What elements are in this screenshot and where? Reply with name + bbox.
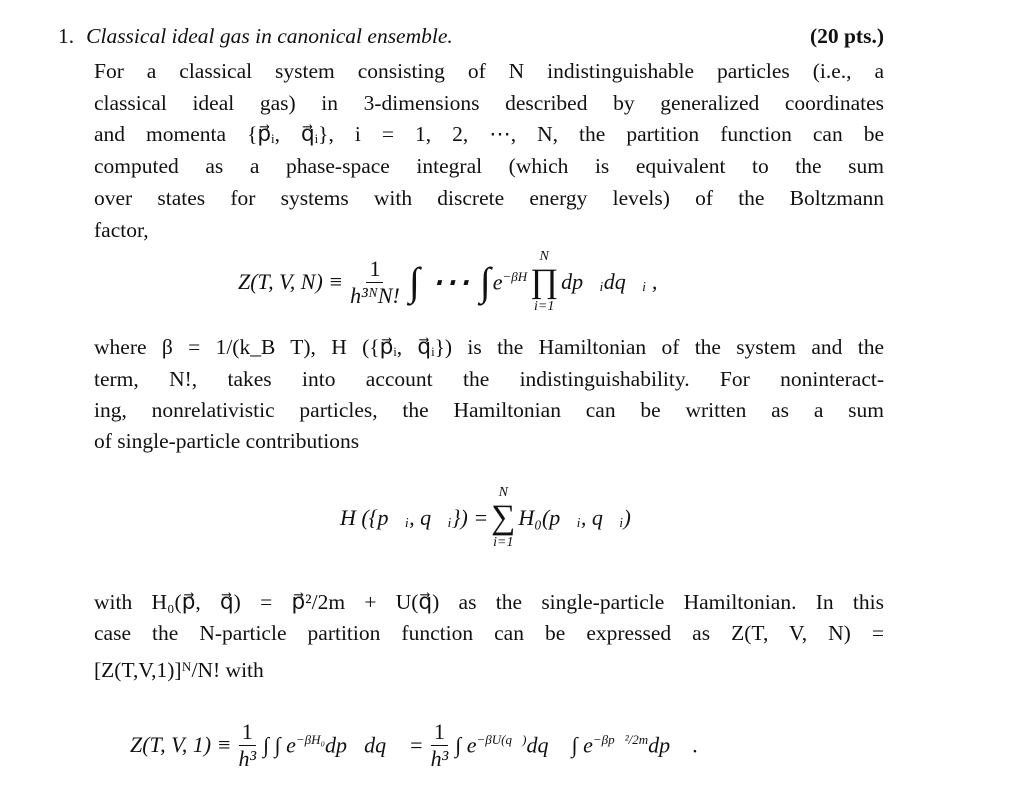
eq3-frac2-num: 1 — [431, 719, 448, 746]
eq3-frac1-num: 1 — [239, 719, 256, 746]
eq1-exp-sup: −βH — [502, 268, 528, 284]
eq3-part1-base: ∫ ∫ e — [263, 732, 296, 758]
paragraph1-line: over states for systems with discrete energy levels) of the Boltzmann — [94, 186, 884, 210]
eq2-sum-lower: i=1 — [493, 535, 514, 550]
paragraph1-line: computed as a phase-space integral (which is equivalent to the sum — [94, 154, 884, 178]
eq3-part2-sup: −βU(q⃗) — [476, 731, 527, 747]
equation-single-particle-partition — [130, 710, 698, 780]
eq3-part3-sup: −βp⃗²/2m — [592, 731, 649, 747]
eq2-sum-symbol: ∑ — [491, 499, 516, 536]
equation-hamiltonian-sum — [340, 480, 631, 556]
eq1-frac-den: h³ᴺN! — [350, 282, 400, 308]
eq2-sum — [491, 485, 515, 551]
paragraph3-line: case the N-particle partition function can be expressed as Z(T, V, N) = — [94, 621, 884, 645]
eq3-part3-base: ∫ e — [571, 732, 593, 758]
eq1-prod-symbol: ∏ — [530, 263, 559, 300]
paragraph1-line: classical ideal gas) in 3-dimensions described by generalized coordinates — [94, 91, 884, 115]
paragraph2-line: of single-particle contributions — [94, 429, 360, 453]
problem-points: (20 pts.) — [809, 24, 884, 48]
eq3-frac1-den: h³ — [238, 745, 257, 771]
problem-number: 1. — [58, 24, 75, 48]
eq3-frac2-den: h³ — [430, 745, 449, 771]
eq3-part1-sup: −βH₀ — [295, 731, 326, 747]
eq3-part3 — [572, 732, 699, 758]
eq1-prod-upper: N — [539, 249, 549, 264]
eq1-product — [530, 249, 558, 315]
eq1-lhs: Z(T, V, N) ≡ — [238, 269, 344, 294]
eq3-part2-tail: dq⃗ — [526, 732, 566, 758]
problem-title: Classical ideal gas in canonical ensemble. — [86, 24, 453, 48]
eq3-lhs: Z(T, V, 1) ≡ — [130, 732, 232, 757]
eq2-sum-upper: N — [498, 485, 508, 500]
paragraph1-line: factor, — [94, 218, 149, 242]
eq1-integrals: ∫ ⋯ ∫ — [408, 259, 491, 304]
paragraph2-line: term, N!, takes into account the indistinguishability. For noninteract- — [94, 367, 884, 391]
eq1-tail: dp⃗ᵢdq⃗ᵢ , — [561, 269, 658, 294]
eq3-part1-tail: dp⃗dq⃗ = — [325, 732, 424, 758]
eq3-fraction-1 — [235, 719, 259, 772]
eq3-part3-tail: dp⃗ . — [648, 732, 699, 758]
paragraph2-line: where β = 1/(k_B T), H ({p⃗ᵢ, q⃗ᵢ}) is the Hamiltonian of the system and the — [94, 335, 884, 359]
eq2-rhs: H₀(p⃗ᵢ, q⃗ᵢ) — [518, 505, 631, 530]
eq3-fraction-2 — [428, 719, 452, 772]
problem-header — [58, 22, 884, 50]
paragraph3-line: [Z(T,V,1)]ᴺ/N! with — [94, 658, 264, 682]
eq1-frac-num: 1 — [366, 256, 383, 283]
eq1-prod-lower: i=1 — [533, 299, 555, 314]
eq3-part1 — [263, 732, 424, 758]
paragraph3-line: with H₀(p⃗, q⃗) = p⃗²/2m + U(q⃗) as the single-particle Hamiltonian. In this — [94, 590, 884, 614]
eq3-part2-base: ∫ e — [455, 732, 477, 758]
paragraph2-line: ing, nonrelativistic particles, the Hamiltonian can be written as a sum — [94, 398, 884, 422]
equation-partition-function — [238, 244, 657, 320]
eq1-exp-base: e — [492, 269, 503, 295]
eq2-lhs: H ({p⃗ᵢ, q⃗ᵢ}) = — [340, 505, 489, 530]
problem-heading — [58, 22, 453, 50]
eq1-fraction — [347, 256, 403, 309]
paragraph1-line: and momenta {p⃗ᵢ, q⃗ᵢ}, i = 1, 2, ⋯, N, the partition function can be — [94, 122, 884, 146]
eq3-part2 — [455, 732, 565, 758]
eq1-exp — [493, 269, 527, 295]
paragraph1-line: For a classical system consisting of N indistinguishable particles (i.e., a — [94, 59, 884, 83]
